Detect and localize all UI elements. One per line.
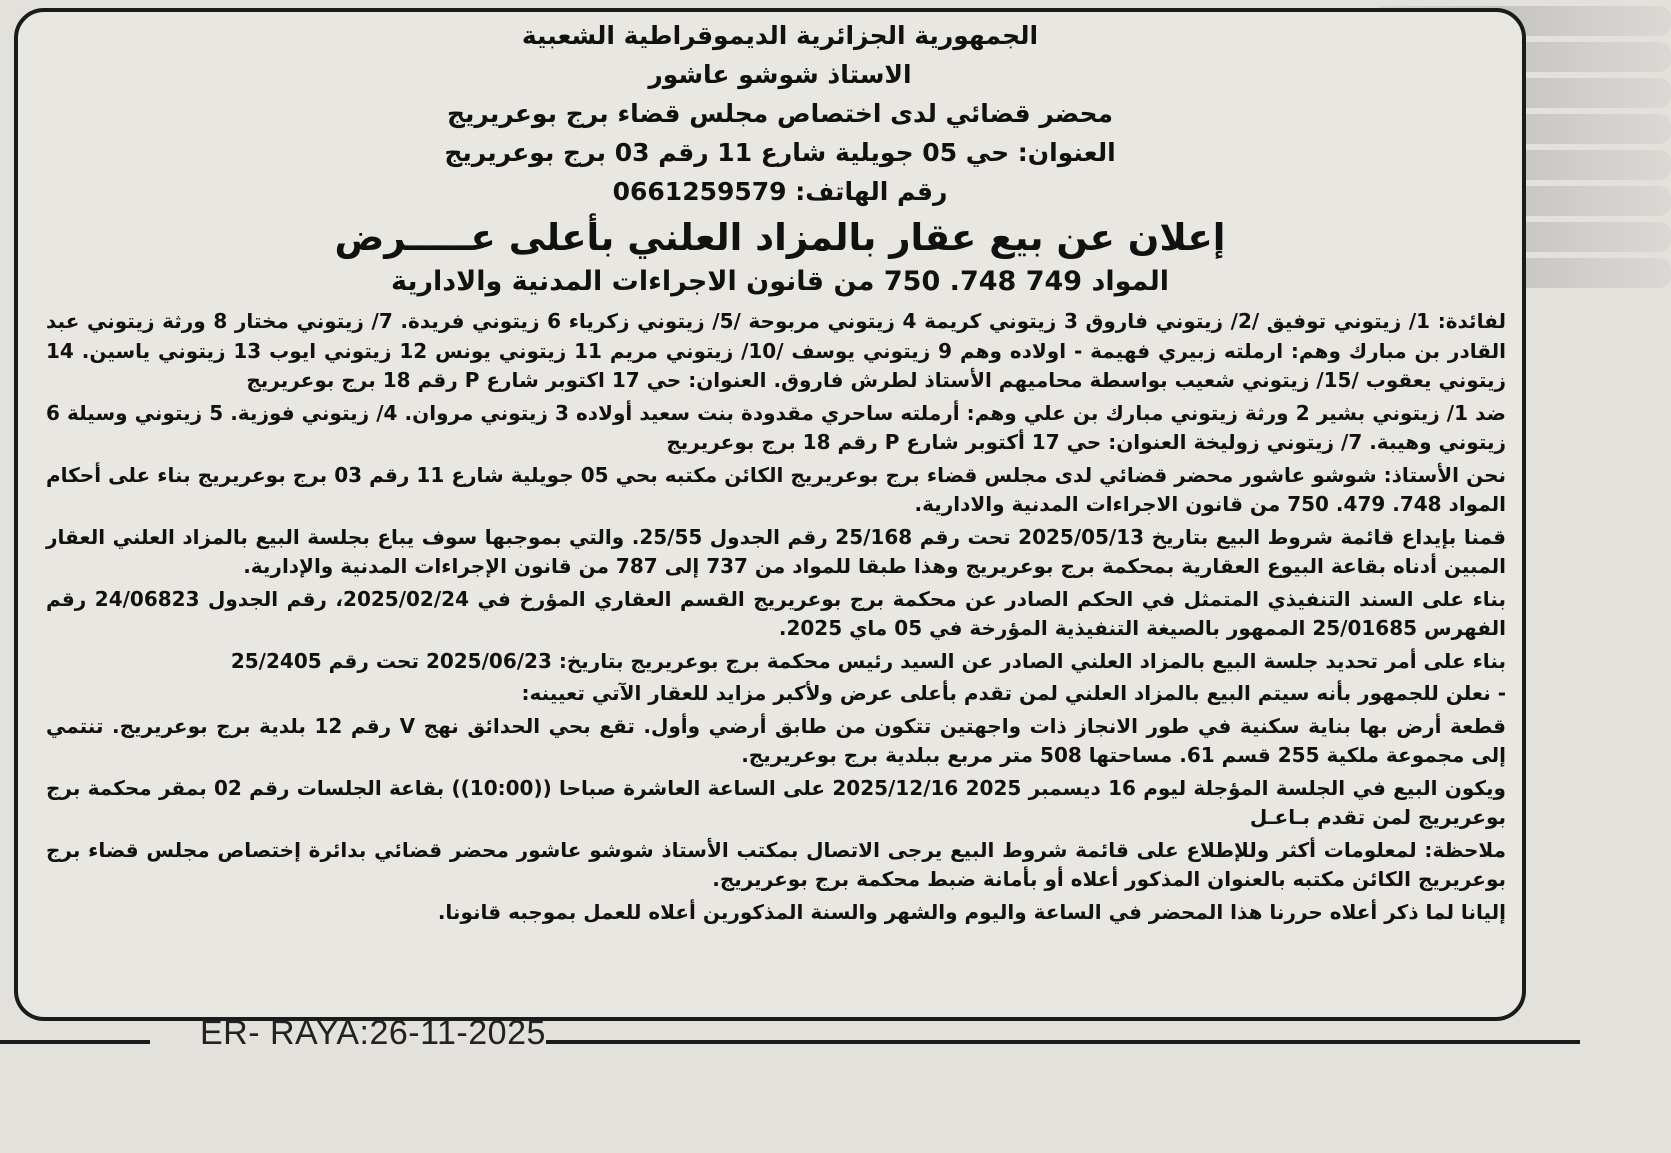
footer-rule [546, 1040, 1580, 1044]
beneficiaries-paragraph: لفائدة: 1/ زيتوني توفيق /2/ زيتوني فاروق 3 زيتوني كريمة 4 زيتوني مربوحة /5/ زيتوني زكرياء 6 زيتوني فريدة. 7/ زيتوني مختار 8 ورثة زيتوني عبد القادر بن مبارك وهم: ارملته زبيري فهيمة - اولاده وهم 9 زيتوني يوسف /10/ زيتوني مريم 11 زيتوني يونس 12 زيتوني ايوب 13 زيتوني ياسين. 14 زيتوني يعقوب /15/ زيتوني شعيب بواسطة محاميهم الأستاذ لطرش فاروق. العنوان: حي 17 اكتوبر شارع P رقم 18 برج بوعريريج [46, 309, 1506, 392]
session-order: بناء على أمر تحديد جلسة البيع بالمزاد العلني الصادر عن السيد رئيس محكمة برج بوعريريج بتاريخ: 2025/06/23 تحت رقم 25/2405 [230, 648, 1506, 673]
bailiff-name: الاستاذ شوشو عاشور [648, 60, 912, 89]
bailiff-title: محضر قضائي لدى اختصاص مجلس قضاء برج بوعريريج [446, 99, 1114, 128]
notice-header [80, 16, 1480, 301]
notice-title: إعلان عن بيع عقار بالمزاد العلني بأعلى عـــــرض [334, 216, 1226, 259]
footer-rule-left [0, 1040, 150, 1044]
public-announcement: - نعلن للجمهور بأنه سيتم البيع بالمزاد العلني لمن تقدم بأعلى عرض ولأكبر مزايد للعقار الآتي تعيينه: [521, 681, 1506, 705]
closing-statement: إليانا لما ذكر أعلاه حررنا هذا المحضر في الساعة واليوم والشهر والسنة المذكورين أعلاه للعمل بموجبه قانونا. [437, 899, 1506, 924]
notice-content [40, 16, 1520, 930]
notice-body [46, 307, 1506, 927]
publication-source: ER- RAYA:26-11-2025 [200, 1014, 546, 1052]
bailiff-address: العنوان: حي 05 جويلية شارع 11 رقم 03 برج بوعريريج [444, 138, 1116, 167]
conditions-deposit: قمنا بإيداع قائمة شروط البيع بتاريخ 2025/05/13 تحت رقم 25/168 رقم الجدول 25/55. والتي بموجبها سوف يباع بجلسة البيع بالمزاد العلني العقار المبين أدناه بقاعة البيوع العقارية بمحكمة برج بوعريريج وهذا طبقا للمواد من 737 إلى 787 من قانون الإجراءات المدنية والإدارية. [46, 524, 1506, 578]
republic-heading: الجمهورية الجزائرية الديموقراطية الشعبية [521, 21, 1039, 50]
enforcement-title: بناء على السند التنفيذي المتمثل في الحكم الصادر عن محكمة برج بوعريريج القسم العقاري المؤرخ في 2025/02/24، رقم الجدول 24/06823 رقم الفهرس 25/01685 الممهور بالصيغة التنفيذية المؤرخة في 05 ماي 2025. [46, 586, 1506, 640]
note-paragraph: ملاحظة: لمعلومات أكثر وللإطلاع على قائمة شروط البيع يرجى الاتصال بمكتب الأستاذ شوشو عاشور محضر قضائي بدائرة إختصاص مجلس قضاء برج بوعريريج الكائن مكتبه بالعنوان المذكور أعلاه أو بأمانة ضبط محكمة برج بوعريريج. [46, 837, 1506, 891]
defendants-paragraph: ضد 1/ زيتوني بشير 2 ورثة زيتوني مبارك بن علي وهم: أرملته ساحري مقدودة بنت سعيد أولاده 3 زيتوني مروان. 4/ زيتوني فوزية. 5 زيتوني وسيلة 6 زيتوني وهيبة. 7/ زيتوني زوليخة العنوان: حي 17 أكتوبر شارع P رقم 18 برج بوعريريج [46, 400, 1506, 454]
sale-session: ويكون البيع في الجلسة المؤجلة ليوم 16 ديسمبر 2025 2025/12/16 على الساعة العاشرة صباحا ((10:00)) بقاعة الجلسات رقم 02 بمقر محكمة برج بوعريريج لمن تقدم بـاعـل [46, 775, 1506, 829]
bailiff-statement: نحن الأستاذ: شوشو عاشور محضر قضائي لدى مجلس قضاء برج بوعريريج الكائن مكتبه بحي 05 جويلية شارع 11 رقم 03 برج بوعريريج بناء على أحكام المواد 748. 479. 750 من قانون الاجراءات المدنية والادارية. [46, 462, 1506, 516]
bailiff-phone: رقم الهاتف: 0661259579 [612, 177, 948, 206]
legal-basis: المواد 749 748. 750 من قانون الاجراءات المدنية والادارية [390, 266, 1170, 297]
property-description: قطعة أرض بها بناية سكنية في طور الانجاز ذات واجهتين تتكون من طابق أرضي وأول. تقع بحي الحدائق نهج V رقم 12 بلدية برج بوعريريج. تنتمي إلى مجموعة ملكية 255 قسم 61. مساحتها 508 متر مربع ببلدية برج بوعريريج. [46, 713, 1507, 767]
